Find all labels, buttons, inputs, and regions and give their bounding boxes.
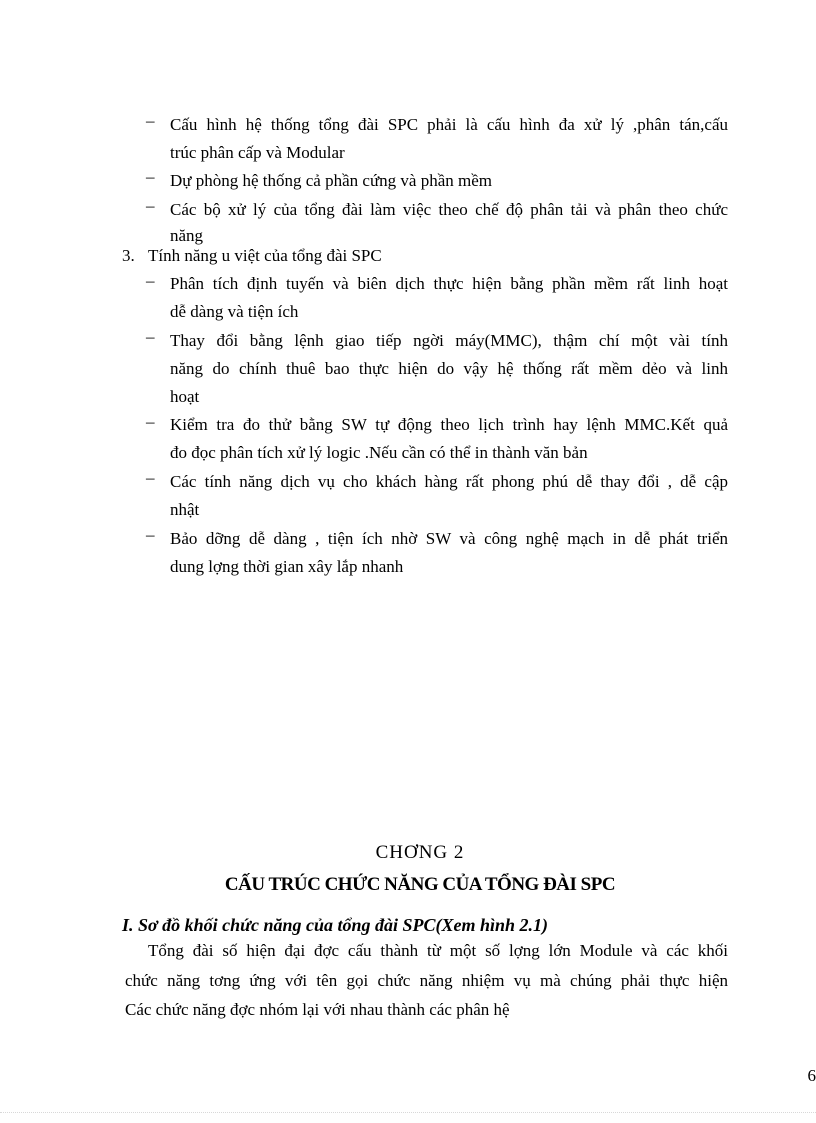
bullet-dash: –	[146, 525, 155, 544]
bullet-dash: –	[146, 167, 155, 186]
paragraph-line: Các chức năng đợc nhóm lại với nhau thành các phân hệ	[125, 1000, 510, 1019]
bullet-text: trúc phân cấp và Modular	[170, 143, 345, 162]
bullet-text: Bảo dỡng dễ dàng , tiện ích nhờ SW và công nghệ mạch in dễ phát triển	[170, 529, 728, 548]
bullet-text: năng do chính thuê bao thực hiện do vậy hệ thống rất mềm dẻo và linh	[170, 359, 728, 378]
bullet-text: Kiểm tra đo thử bằng SW tự động theo lịch trình hay lệnh MMC.Kết quả	[170, 415, 728, 434]
chapter-title: CHƠNG 2	[375, 842, 465, 863]
bullet-dash: –	[146, 327, 155, 346]
bullet-text: Các tính năng dịch vụ cho khách hàng rất phong phú dễ thay đổi , dễ cập	[170, 472, 728, 491]
bullet-text: nhật	[170, 500, 200, 519]
bullet-text: Thay đổi bằng lệnh giao tiếp ngời máy(MMC), thậm chí một vài tính	[170, 331, 728, 350]
bullet-dash: –	[146, 271, 155, 290]
paragraph-line: chức năng tơng ứng với tên gọi chức năng nhiệm vụ mà chúng phải thực hiện	[125, 971, 728, 990]
bullet-text: dung lợng thời gian xây lắp nhanh	[170, 557, 404, 576]
bullet-dash: –	[146, 111, 155, 130]
bullet-text: Các bộ xử lý của tổng đài làm việc theo chế độ phân tải và phân theo chức	[170, 200, 728, 219]
bullet-text: hoạt	[170, 387, 200, 406]
section-number: 3.	[122, 246, 135, 265]
bullet-dash: –	[146, 468, 155, 487]
page-number: 6	[807, 1066, 816, 1085]
bullet-text: Dự phòng hệ thống cả phần cứng và phần mềm	[170, 171, 492, 190]
section-title: Tính năng u việt của tổng đài SPC	[148, 246, 382, 265]
bullet-dash: –	[146, 412, 155, 431]
bullet-dash: –	[146, 196, 155, 215]
chapter-subtitle: CẤU TRÚC CHỨC NĂNG CỦA TỔNG ĐÀI SPC	[224, 874, 616, 895]
footer-divider	[0, 1112, 816, 1113]
bullet-text: dễ dàng và tiện ích	[170, 302, 299, 321]
bullet-text: đo đọc phân tích xử lý logic .Nếu cần có thể in thành văn bản	[170, 443, 588, 462]
bullet-text: năng	[170, 226, 204, 245]
section-heading: I. Sơ đồ khối chức năng của tổng đài SPC(Xem hình 2.1)	[122, 915, 549, 935]
bullet-text: Cấu hình hệ thống tổng đài SPC phải là cấu hình đa xử lý ,phân tán,cấu	[170, 115, 728, 134]
bullet-text: Phân tích định tuyến và biên dịch thực hiện bằng phần mềm rất linh hoạt	[170, 274, 728, 293]
paragraph-line: Tổng đài số hiện đại đợc cấu thành từ một số lợng lớn Module và các khối	[148, 941, 728, 960]
